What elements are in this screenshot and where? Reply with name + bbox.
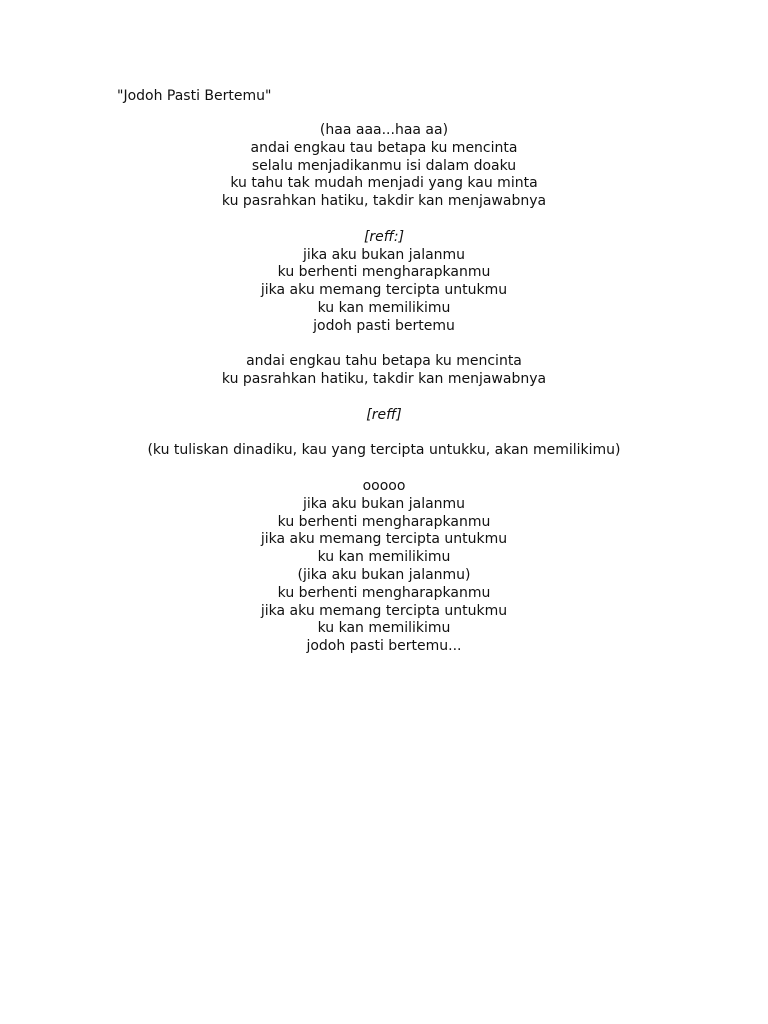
lyric-line: jika aku memang tercipta untukmu — [260, 282, 508, 299]
stanza-break — [84, 425, 684, 443]
lyric-line: ku berhenti mengharapkanmu — [277, 264, 491, 281]
stanza-break — [84, 336, 684, 354]
lyric-line: ku kan memilikimu — [317, 299, 451, 316]
lyric-line: jodoh pasti bertemu — [313, 317, 455, 334]
stanza-break — [84, 211, 684, 229]
lyric-line: jika aku memang tercipta untukmu — [260, 531, 508, 548]
lyric-line: jika aku memang tercipta untukmu — [260, 602, 508, 619]
song-title: "Jodoh Pasti Bertemu" — [117, 88, 272, 104]
stanza-break — [84, 460, 684, 478]
lyric-line: ku tahu tak mudah menjadi yang kau minta — [230, 175, 538, 192]
lyric-line: ku pasrahkan hatiku, takdir kan menjawabnya — [221, 193, 547, 210]
lyric-line: (jika aku bukan jalanmu) — [297, 566, 471, 583]
stanza-break — [84, 389, 684, 407]
lyric-line: ku kan memilikimu — [317, 620, 451, 637]
lyrics-body — [84, 122, 684, 656]
lyric-line: (ku tuliskan dinadiku, kau yang tercipta untukku, akan memilikimu) — [147, 442, 621, 459]
lyric-line: jika aku bukan jalanmu — [302, 246, 466, 263]
lyric-line: ku berhenti mengharapkanmu — [277, 584, 491, 601]
reff-label: [reff] — [366, 406, 402, 423]
lyric-line: jika aku bukan jalanmu — [302, 495, 466, 512]
lyric-line: jodoh pasti bertemu... — [306, 638, 462, 655]
lyric-line: ooooo — [362, 477, 406, 494]
lyric-line: ku berhenti mengharapkanmu — [277, 513, 491, 530]
lyric-line: (haa aaa...haa aa) — [319, 122, 449, 138]
lyric-line: ku pasrahkan hatiku, takdir kan menjawabnya — [221, 371, 547, 388]
lyric-line: selalu menjadikanmu isi dalam doaku — [251, 157, 517, 174]
reff-label: [reff:] — [363, 228, 405, 245]
lyric-line: andai engkau tau betapa ku mencinta — [250, 139, 518, 156]
lyric-line: andai engkau tahu betapa ku mencinta — [246, 353, 522, 370]
lyric-line: ku kan memilikimu — [317, 549, 451, 566]
